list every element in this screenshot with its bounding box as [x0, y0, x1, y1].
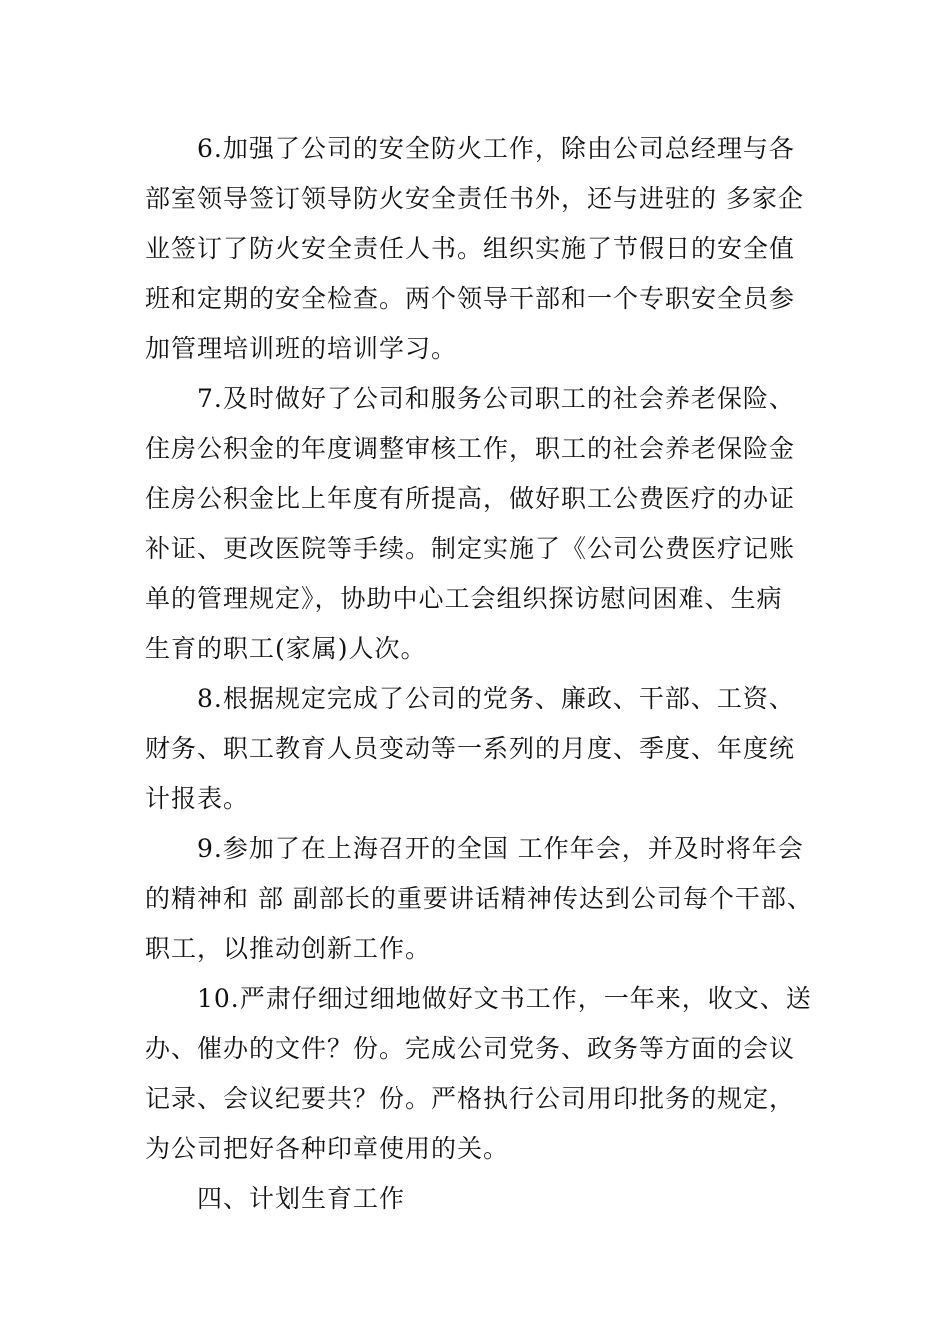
paragraph-line: 记录、会议纪要共？份。严格执行公司用印批务的规定， [145, 1084, 796, 1113]
paragraph-line: 为公司把好各种印章使用的关。 [145, 1134, 510, 1163]
paragraph-line: 单的管理规定》，协助中心工会组织探访慰问困难、生病 [145, 584, 783, 613]
paragraph-line: 住房公积金比上年度有所提高，做好职工公费医疗的办证 [145, 484, 796, 513]
paragraph-line: 财务、职工教育人员变动等一系列的月度、季度、年度统 [145, 734, 796, 763]
paragraph-line: 8.根据规定完成了公司的党务、廉政、干部、工资、 [197, 684, 795, 713]
paragraph-line: 的精神和 部 副部长的重要讲话精神传达到公司每个干部、 [145, 884, 813, 913]
paragraph-line: 7.及时做好了公司和服务公司职工的社会养老保险、 [197, 384, 795, 413]
paragraph-item-9 [145, 824, 813, 974]
paragraph-item-6 [145, 124, 810, 374]
paragraph-line: 部室领导签订领导防火安全责任书外，还与进驻的 多家企 [145, 184, 804, 213]
paragraph-line: 班和定期的安全检查。两个领导干部和一个专职安全员参 [145, 284, 796, 313]
paragraph-line: 办、催办的文件？份。完成公司党务、政务等方面的会议 [145, 1034, 796, 1063]
paragraph-line: 生育的职工(家属)人次。 [145, 634, 427, 663]
paragraph-line: 计报表。 [145, 784, 250, 813]
section-heading-family-planning [145, 1174, 810, 1224]
paragraph-item-8 [145, 674, 810, 824]
paragraph-line: 6.加强了公司的安全防火工作，除由公司总经理与各 [197, 134, 795, 163]
paragraph-line: 业签订了防火安全责任人书。组织实施了节假日的安全值 [145, 234, 796, 263]
paragraph-item-7 [145, 374, 810, 674]
paragraph-line: 10.严肃仔细过细地做好文书工作，一年来，收文、送 [197, 984, 812, 1013]
paragraph-item-10 [145, 974, 810, 1174]
paragraph-line: 补证、更改医院等手续。制定实施了《公司公费医疗记账 [145, 534, 796, 563]
paragraph-line: 加管理培训班的培训学习。 [145, 334, 458, 363]
paragraph-line: 职工，以推动创新工作。 [145, 934, 432, 963]
document-body [145, 124, 813, 1224]
paragraph-line: 住房公积金的年度调整审核工作，职工的社会养老保险金 [145, 434, 796, 463]
section-heading: 四、计划生育工作 [197, 1184, 406, 1213]
paragraph-line: 9.参加了在上海召开的全国 工作年会，并及时将年会 [197, 834, 804, 863]
